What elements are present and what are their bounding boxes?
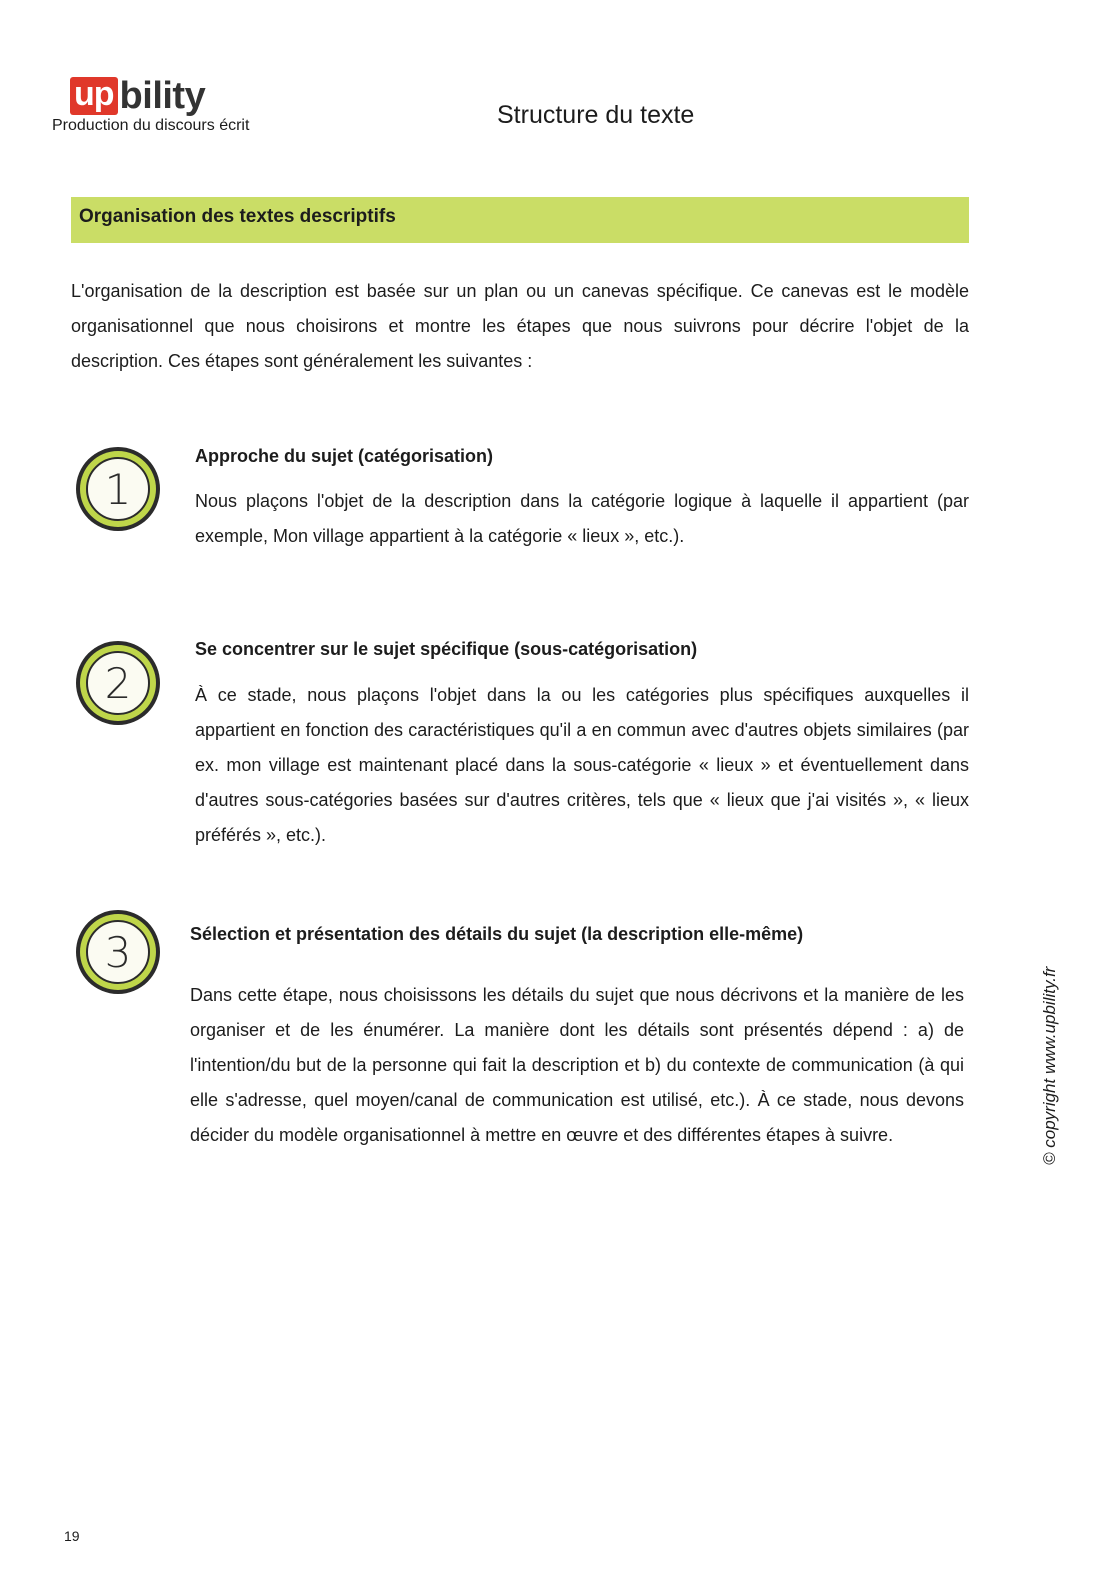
step-title: Sélection et présentation des détails du sujet (la description elle-même): [190, 924, 804, 944]
step-body: Dans cette étape, nous choisissons les détails du sujet que nous décrivons et la manière de les organiser et de les énumérer. La manière dont les détails sont présentés dépend : a) de l'intention/du but de la personne qui fait la description et b) du contexte de communication (à qui elle s'adresse, quel moyen/canal de communication est utilisé, etc.). À ce stade, nous devons décider du modèle organisationnel à mettre en œuvre et des différentes étapes à suivre.: [190, 985, 964, 1145]
upbility-logo: [70, 75, 205, 115]
step-number: 2: [86, 651, 150, 715]
logo-suffix: bility: [119, 75, 206, 117]
badge-ring: [80, 645, 156, 721]
step-body: À ce stade, nous plaçons l'objet dans la ou les catégories plus spécifiques auxquelles il appartient en fonction des caractéristiques qu'il a en commun avec d'autres objets similaires (par ex. mon village est maintenant placé dans la sous-catégorie « lieux » et éventuellement dans d'autres sous-catégories basées sur d'autres critères, tels que « lieux que j'ai visités », « lieux préférés », etc.).: [195, 685, 969, 845]
step-number: 1: [86, 457, 150, 521]
step-body: Nous plaçons l'objet de la description dans la catégorie logique à laquelle il appartient (par exemple, Mon village appartient à la catégorie « lieux », etc.).: [195, 491, 969, 546]
copyright-notice: © copyright www.upbility.fr: [1040, 966, 1059, 1165]
step-title: Approche du sujet (catégorisation): [195, 446, 494, 466]
step-title: Se concentrer sur le sujet spécifique (sous-catégorisation): [195, 639, 698, 659]
badge-ring: [80, 914, 156, 990]
section-heading: Organisation des textes descriptifs: [71, 197, 969, 243]
intro-paragraph: L'organisation de la description est basée sur un plan ou un canevas spécifique. Ce canevas est le modèle organisationnel que nous choisirons et montre les étapes que nous suivrons pour décrire l'objet de la description. Ces étapes sont généralement les suivantes :: [71, 281, 969, 371]
step-number-badge: [76, 910, 160, 994]
page-number: 19: [64, 1528, 80, 1544]
step-number: 3: [86, 920, 150, 984]
logo-prefix: up: [70, 77, 118, 115]
document-subtitle: Production du discours écrit: [52, 117, 250, 134]
badge-ring: [80, 451, 156, 527]
step-number-badge: [76, 641, 160, 725]
page-title: Structure du texte: [497, 101, 695, 129]
step-number-badge: [76, 447, 160, 531]
